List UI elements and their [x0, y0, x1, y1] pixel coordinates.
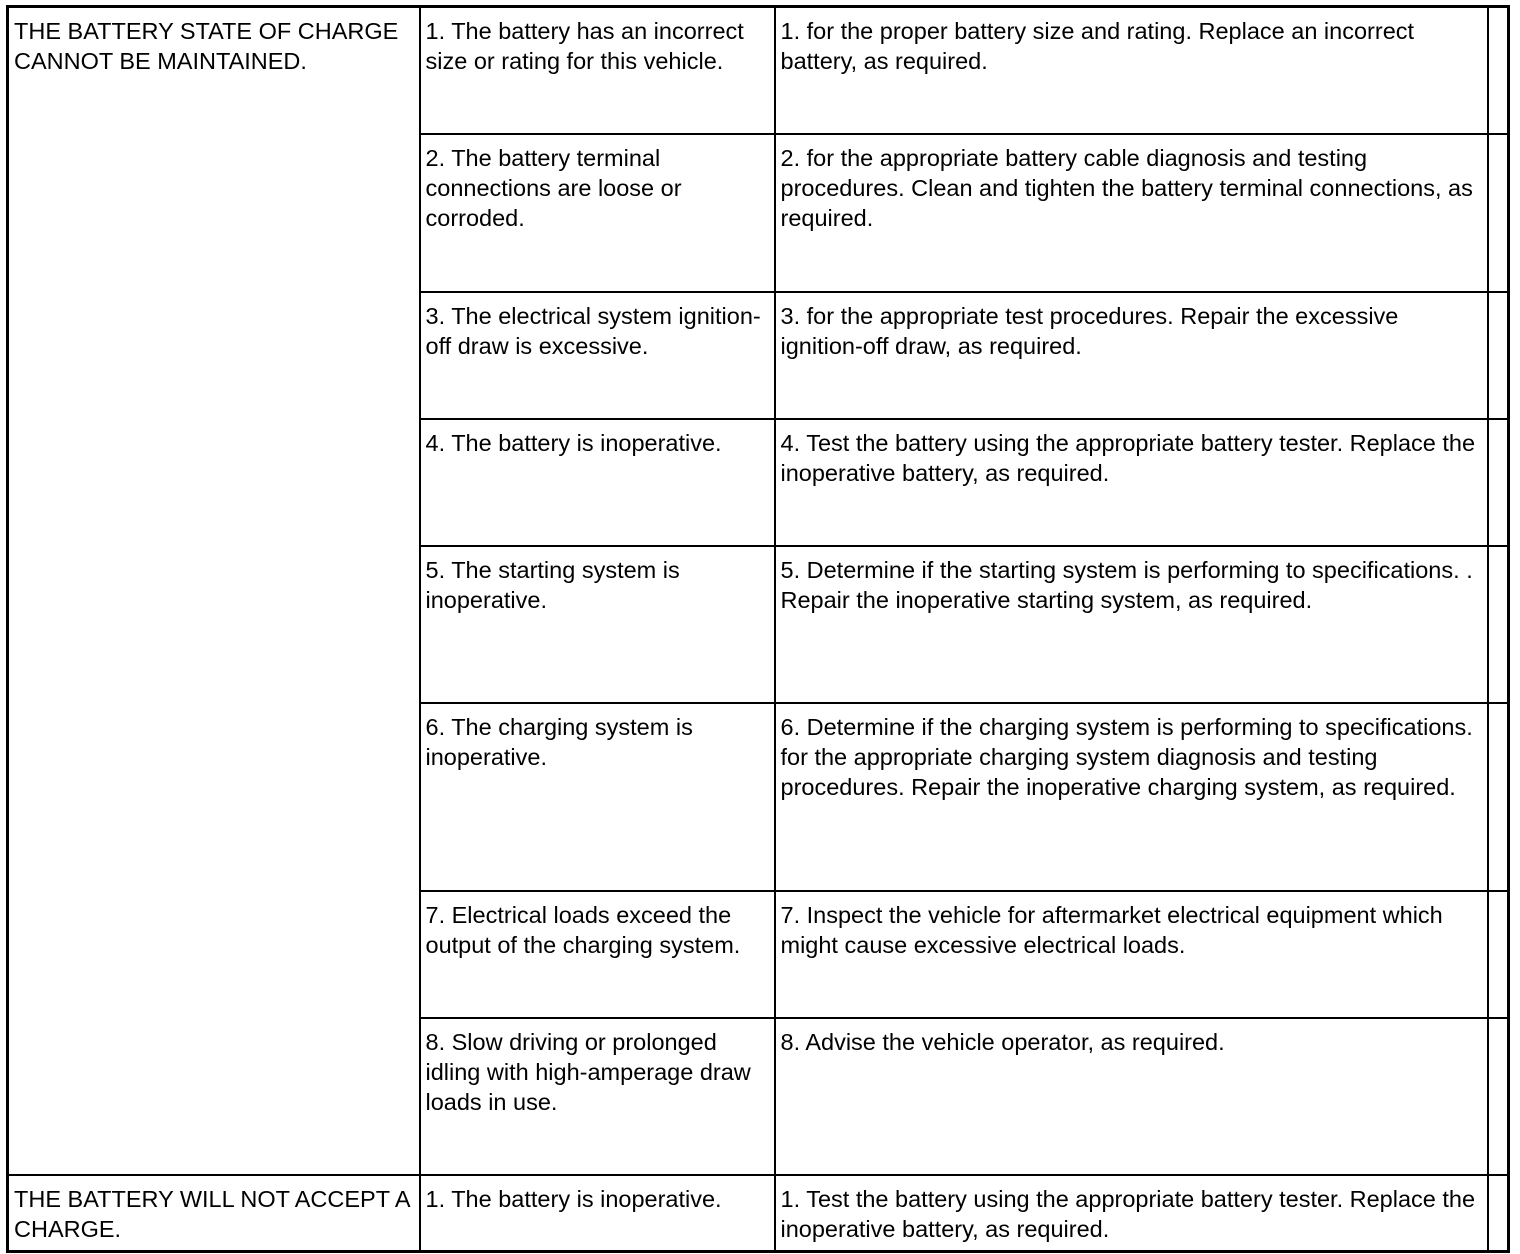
correction-cell: 7. Inspect the vehicle for aftermarket electrical equipment which might cause excessive electrical loads.	[775, 891, 1488, 1018]
correction-cell: 1. for the proper battery size and rating. Replace an incorrect battery, as required.	[775, 7, 1488, 134]
correction-cell: 6. Determine if the charging system is performing to specifications. for the appropriate charging system diagnosis and testing procedures. Repair the inoperative charging system, as required.	[775, 703, 1488, 891]
blank-cell	[1488, 703, 1509, 891]
correction-cell: 8. Advise the vehicle operator, as required.	[775, 1018, 1488, 1175]
cause-cell: 3. The electrical system ignition-off draw is excessive.	[420, 292, 775, 419]
correction-cell: 1. Test the battery using the appropriate battery tester. Replace the inoperative battery, as required.	[775, 1175, 1488, 1252]
blank-cell	[1488, 7, 1509, 134]
correction-cell: 4. Test the battery using the appropriate battery tester. Replace the inoperative battery, as required.	[775, 419, 1488, 546]
cause-cell: 4. The battery is inoperative.	[420, 419, 775, 546]
diagnosis-table	[6, 5, 1510, 1253]
cause-cell: 7. Electrical loads exceed the output of the charging system.	[420, 891, 775, 1018]
correction-cell: 3. for the appropriate test procedures. Repair the excessive ignition-off draw, as required.	[775, 292, 1488, 419]
blank-cell	[1488, 419, 1509, 546]
table-row	[8, 7, 1509, 134]
blank-cell	[1488, 546, 1509, 703]
blank-cell	[1488, 1018, 1509, 1175]
cause-cell: 6. The charging system is inoperative.	[420, 703, 775, 891]
blank-cell	[1488, 292, 1509, 419]
blank-cell	[1488, 891, 1509, 1018]
cause-cell: 1. The battery has an incorrect size or rating for this vehicle.	[420, 7, 775, 134]
correction-cell: 5. Determine if the starting system is performing to specifications. . Repair the inoperative starting system, as required.	[775, 546, 1488, 703]
correction-cell: 2. for the appropriate battery cable diagnosis and testing procedures. Clean and tighten the battery terminal connections, as required.	[775, 134, 1488, 292]
cause-cell: 1. The battery is inoperative.	[420, 1175, 775, 1252]
blank-cell	[1488, 134, 1509, 292]
blank-cell	[1488, 1175, 1509, 1252]
condition-cell: THE BATTERY STATE OF CHARGE CANNOT BE MAINTAINED.	[8, 7, 420, 1175]
cause-cell: 8. Slow driving or prolonged idling with high-amperage draw loads in use.	[420, 1018, 775, 1175]
condition-cell: THE BATTERY WILL NOT ACCEPT A CHARGE.	[8, 1175, 420, 1252]
cause-cell: 5. The starting system is inoperative.	[420, 546, 775, 703]
cause-cell: 2. The battery terminal connections are loose or corroded.	[420, 134, 775, 292]
table-row	[8, 1175, 1509, 1252]
